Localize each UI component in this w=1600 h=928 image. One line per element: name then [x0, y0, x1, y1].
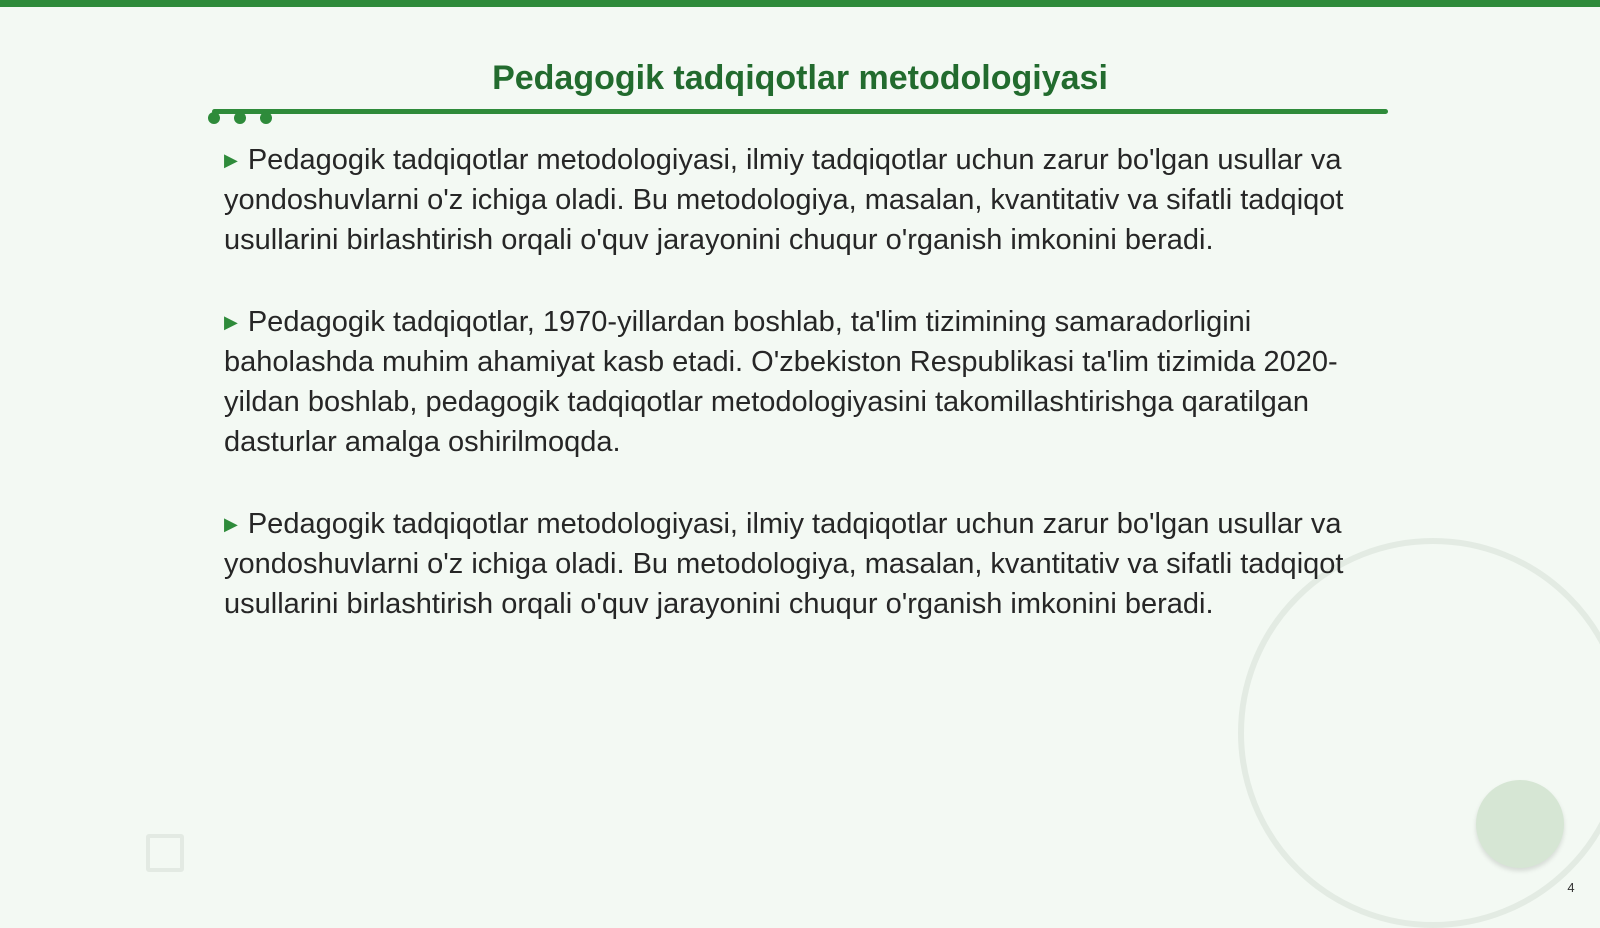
decorative-dot — [208, 112, 220, 124]
bullet-item — [224, 140, 1372, 260]
bullet-item — [224, 504, 1372, 624]
decorative-square — [146, 834, 184, 872]
decorative-circle — [1476, 780, 1564, 868]
bullet-arrow-icon: ▶ — [224, 312, 238, 332]
title-underline — [212, 109, 1388, 114]
bullet-text: Pedagogik tadqiqotlar metodologiyasi, ilmiy tadqiqotlar uchun zarur bo'lgan usullar va yondoshuvlarni o'z ichiga oladi. Bu metodologiya, masalan, kvantitativ va sifatli tadqiqot usullarini birlashtirish orqali o'quv jarayonini chuqur o'rganish imkonini beradi. — [224, 508, 1344, 620]
slide-title: Pedagogik tadqiqotlar metodologiyasi — [492, 59, 1108, 97]
bullet-text: Pedagogik tadqiqotlar, 1970-yillardan boshlab, ta'lim tizimining samaradorligini baholashda muhim ahamiyat kasb etadi. O'zbekiston Respublikasi ta'lim tizimida 2020-yildan boshlab, pedagogik tadqiqotlar metodologiyasini takomillashtirishga qaratilgan dasturlar amalga oshirilmoqda. — [224, 306, 1338, 458]
bullet-arrow-icon: ▶ — [224, 514, 238, 534]
bullet-text: Pedagogik tadqiqotlar metodologiyasi, ilmiy tadqiqotlar uchun zarur bo'lgan usullar va yondoshuvlarni o'z ichiga oladi. Bu metodologiya, masalan, kvantitativ va sifatli tadqiqot usullarini birlashtirish orqali o'quv jarayonini chuqur o'rganish imkonini beradi. — [224, 144, 1344, 256]
page-number: 4 — [1567, 880, 1575, 895]
bullet-list — [224, 140, 1372, 666]
decorative-dot — [234, 112, 246, 124]
bullet-arrow-icon: ▶ — [224, 150, 238, 170]
bullet-item — [224, 302, 1372, 462]
top-accent-bar — [0, 0, 1600, 7]
decorative-dot — [260, 112, 272, 124]
